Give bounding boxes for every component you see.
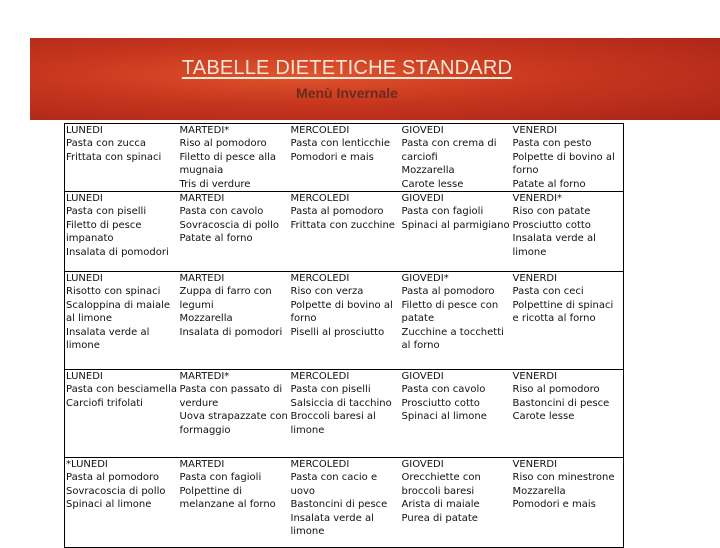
- menu-cell: [512, 458, 624, 548]
- day-label: MARTEDI: [179, 459, 225, 471]
- day-label: GIOVEDI: [401, 193, 444, 205]
- menu-cell: [65, 458, 179, 548]
- dish-line: Pasta al pomodoro: [66, 472, 160, 484]
- dish-line: uovo: [290, 485, 315, 497]
- day-label: MERCOLEDI: [290, 273, 350, 285]
- dish-line: Frittata con spinaci: [66, 151, 162, 163]
- week-row: [65, 192, 624, 272]
- dish-line: Purea di patate: [401, 512, 478, 524]
- dish-line: Pasta al pomodoro: [290, 206, 384, 218]
- menu-cell: [179, 192, 290, 272]
- menu-cell: [290, 124, 401, 192]
- day-label: MARTEDI*: [179, 125, 230, 136]
- menu-cell: [290, 370, 401, 458]
- week-row: [65, 272, 624, 370]
- menu-cell: [179, 458, 290, 548]
- dish-line: Polpette di bovino al: [290, 299, 393, 311]
- dish-line: limone: [290, 526, 325, 538]
- dish-line: Mozzarella: [179, 313, 233, 325]
- dish-line: Patate al forno: [179, 233, 253, 245]
- dish-line: forno: [290, 313, 317, 325]
- dish-line: Riso con verza: [290, 286, 364, 298]
- page-title: TABELLE DIETETICHE STANDARD: [181, 57, 513, 79]
- day-label: GIOVEDI: [401, 125, 444, 136]
- day-label: MERCOLEDI: [290, 459, 350, 471]
- dish-line: Prosciutto cotto: [512, 219, 591, 231]
- dish-line: Insalata verde al: [512, 233, 596, 245]
- dish-line: Insalata verde al: [290, 512, 374, 524]
- menu-cell: [401, 370, 512, 458]
- menu-cell: [65, 192, 179, 272]
- dish-line: Spinaci al limone: [66, 499, 152, 511]
- menu-table: [64, 123, 624, 548]
- dish-line: Salsiccia di tacchino: [290, 397, 392, 409]
- dish-line: Filetto di pesce alla: [179, 151, 277, 163]
- dish-line: Zuppa di farro con: [179, 286, 272, 298]
- day-label: VENERDI: [512, 371, 558, 383]
- dish-line: Zucchine a tocchetti: [401, 326, 504, 338]
- menu-cell: [290, 458, 401, 548]
- dish-line: Filetto di pesce: [66, 219, 142, 231]
- dish-line: Carciofi trifolati: [66, 397, 143, 409]
- day-label: *LUNEDI: [66, 459, 108, 471]
- dish-line: Carote lesse: [512, 411, 575, 423]
- menu-cell: [179, 370, 290, 458]
- dish-line: Broccoli baresi al: [290, 411, 376, 423]
- dish-line: carciofi: [401, 151, 438, 163]
- dish-line: Mozzarella: [401, 165, 455, 177]
- dish-line: melanzane al forno: [179, 499, 276, 511]
- dish-line: Pasta con cavolo: [401, 384, 486, 396]
- day-label: LUNEDI: [66, 273, 103, 285]
- dish-line: Riso con patate: [512, 206, 591, 218]
- menu-table-body: [65, 124, 624, 548]
- dish-line: Frittata con zucchine: [290, 219, 395, 231]
- menu-cell: [65, 272, 179, 370]
- day-label: MARTEDI: [179, 273, 225, 285]
- dish-line: Riso con minestrone: [512, 472, 615, 484]
- dish-line: Insalata verde al: [66, 326, 150, 338]
- menu-cell: [512, 124, 624, 192]
- dish-line: e ricotta al forno: [512, 313, 596, 325]
- dish-line: Pasta con crema di: [401, 138, 497, 150]
- menu-cell: [401, 124, 512, 192]
- dish-line: limone: [290, 424, 325, 436]
- dish-line: Patate al forno: [512, 178, 586, 190]
- menu-cell: [512, 192, 624, 272]
- dish-line: Tris di verdure: [179, 178, 251, 190]
- dish-line: impanato: [66, 233, 114, 245]
- dish-line: Riso al pomodoro: [179, 138, 267, 150]
- menu-cell: [290, 272, 401, 370]
- week-row: [65, 370, 624, 458]
- menu-cell: [290, 192, 401, 272]
- dish-line: limone: [512, 246, 547, 258]
- menu-cell: [401, 458, 512, 548]
- dish-line: Sovracoscia di pollo: [179, 219, 279, 231]
- menu-cell: [65, 124, 179, 192]
- dish-line: Pasta con passato di: [179, 384, 283, 396]
- day-label: VENERDI*: [512, 193, 563, 205]
- dish-line: Pasta con besciamella: [66, 384, 177, 396]
- dish-line: Pasta con cacio e: [290, 472, 378, 484]
- dish-line: Pasta con fagioli: [401, 206, 484, 218]
- dish-line: legumi: [179, 299, 214, 311]
- day-label: MARTEDI: [179, 193, 225, 205]
- dish-line: Pasta con ceci: [512, 286, 584, 298]
- dish-line: Pasta al pomodoro: [401, 286, 495, 298]
- day-label: GIOVEDI: [401, 459, 444, 471]
- dish-line: Uova strapazzate con: [179, 411, 288, 423]
- menu-cell: [401, 192, 512, 272]
- day-label: LUNEDI: [66, 125, 103, 136]
- dish-line: Filetto di pesce con: [401, 299, 499, 311]
- dish-line: Pomodori e mais: [512, 499, 596, 511]
- dish-line: limone: [66, 340, 100, 352]
- dish-line: Prosciutto cotto: [401, 397, 480, 409]
- dish-line: Pasta con zucca: [66, 138, 146, 150]
- dish-line: Piselli al prosciutto: [290, 326, 385, 338]
- day-label: GIOVEDI*: [401, 273, 449, 285]
- menu-cell: [179, 272, 290, 370]
- dish-line: Arista di maiale: [401, 499, 480, 511]
- dish-line: Polpette di bovino al: [512, 151, 615, 163]
- dish-line: Scaloppina di maiale: [66, 299, 170, 311]
- day-label: MERCOLEDI: [290, 371, 350, 383]
- day-label: VENERDI: [512, 273, 558, 285]
- dish-line: Insalata di pomodori: [179, 326, 283, 338]
- dish-line: Orecchiette con: [401, 472, 481, 484]
- dish-line: Spinaci al limone: [401, 411, 487, 423]
- dish-line: Riso al pomodoro: [512, 384, 600, 396]
- dish-line: Pasta con fagioli: [179, 472, 262, 484]
- dish-line: mugnaia: [179, 165, 224, 177]
- day-label: MERCOLEDI: [290, 193, 350, 205]
- dish-line: broccoli baresi: [401, 485, 475, 497]
- dish-line: Bastoncini di pesce: [290, 499, 388, 511]
- week-row: [65, 458, 624, 548]
- dish-line: Bastoncini di pesce: [512, 397, 610, 409]
- dish-line: Spinaci al parmigiano: [401, 219, 510, 231]
- dish-line: Sovracoscia di pollo: [66, 485, 166, 497]
- day-label: GIOVEDI: [401, 371, 444, 383]
- page-subtitle: Menù Invernale: [296, 85, 398, 101]
- dish-line: Pasta con cavolo: [179, 206, 264, 218]
- dish-line: patate: [401, 313, 435, 325]
- day-label: VENERDI: [512, 459, 558, 471]
- menu-cell: [401, 272, 512, 370]
- dish-line: Pasta con piselli: [290, 384, 371, 396]
- dish-line: Risotto con spinaci: [66, 286, 161, 298]
- menu-cell: [512, 272, 624, 370]
- menu-cell: [179, 124, 290, 192]
- dish-line: Pomodori e mais: [290, 151, 374, 163]
- dish-line: verdure: [179, 397, 219, 409]
- dish-line: forno: [512, 165, 539, 177]
- day-label: VENERDI: [512, 125, 558, 136]
- dish-line: Mozzarella: [512, 485, 566, 497]
- dish-line: Polpettine di spinaci: [512, 299, 614, 311]
- dish-line: formaggio: [179, 424, 231, 436]
- dish-line: Carote lesse: [401, 178, 464, 190]
- dish-line: Pasta con piselli: [66, 206, 147, 218]
- dish-line: al forno: [401, 340, 440, 352]
- dish-line: Pasta con pesto: [512, 138, 592, 150]
- day-label: MARTEDI*: [179, 371, 230, 383]
- menu-cell: [512, 370, 624, 458]
- day-label: LUNEDI: [66, 371, 103, 383]
- menu-cell: [65, 370, 179, 458]
- day-label: MERCOLEDI: [290, 125, 350, 136]
- dish-line: Polpettine di: [179, 485, 242, 497]
- dish-line: Insalata di pomodori: [66, 246, 169, 258]
- week-row: [65, 124, 624, 192]
- dish-line: Pasta con lenticchie: [290, 138, 391, 150]
- dish-line: al limone: [66, 313, 112, 325]
- day-label: LUNEDI: [66, 193, 103, 205]
